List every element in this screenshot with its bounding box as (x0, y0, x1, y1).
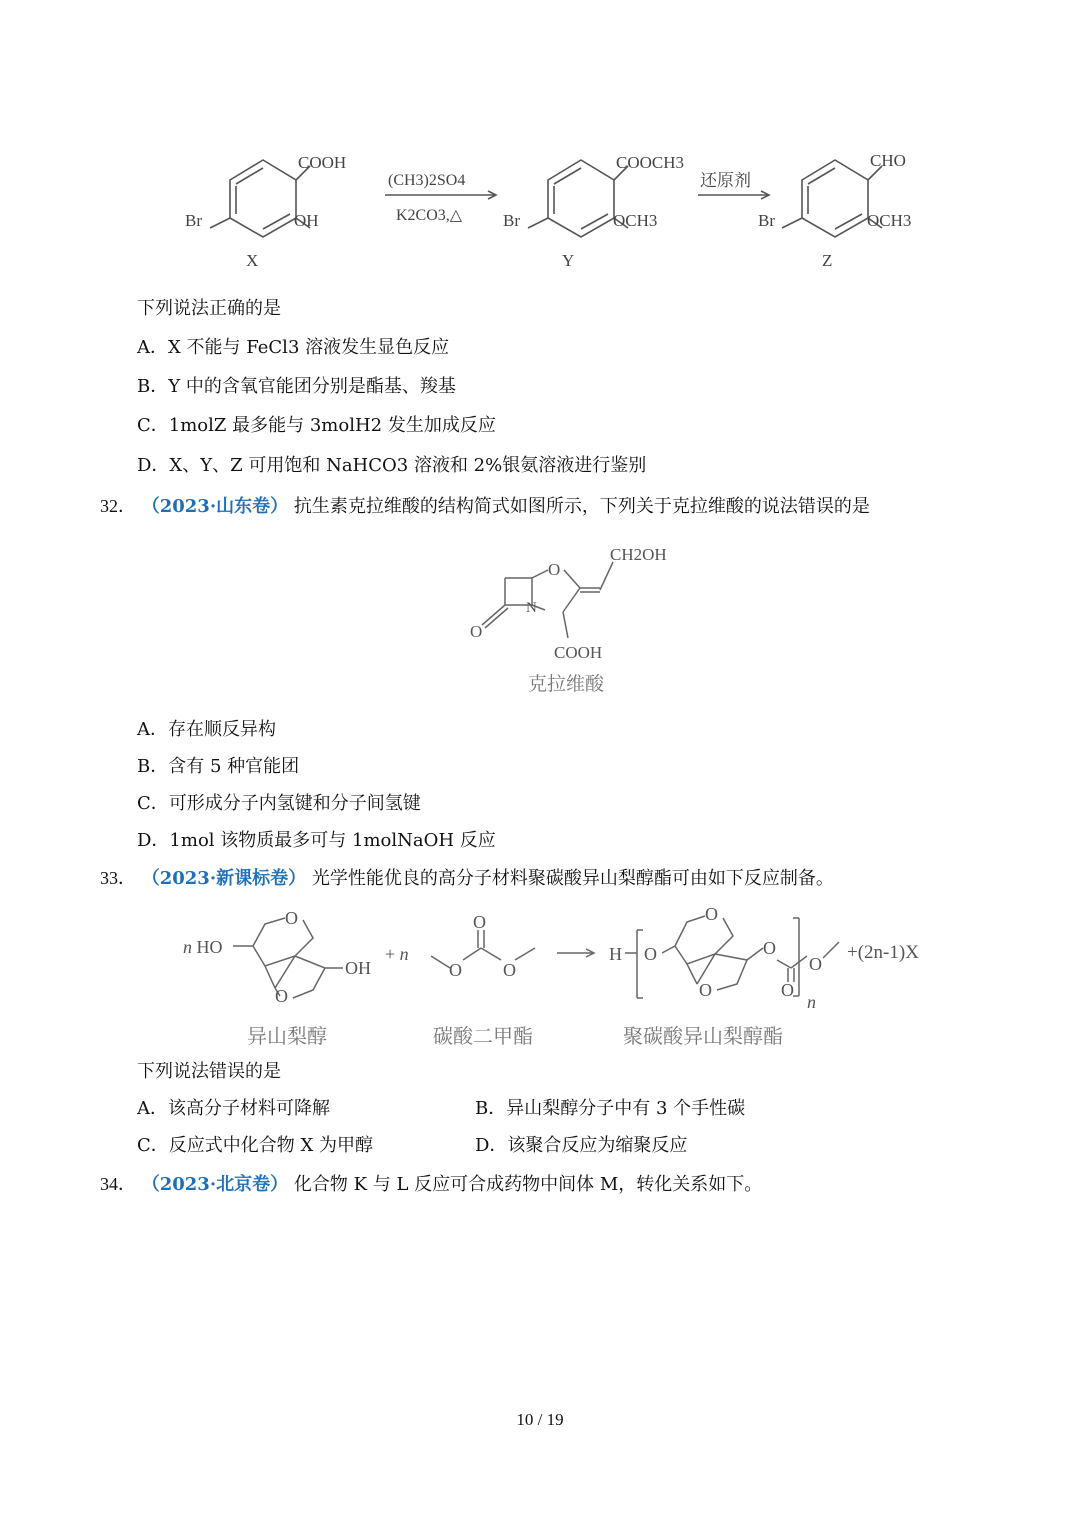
q31-option-d: D．X、Y、Z 可用饱和 NaHCO3 溶液和 2%银氨溶液进行鉴别 (137, 455, 647, 476)
y-group-br: Br (503, 211, 520, 230)
clav-carbonyl-o: O (470, 622, 483, 641)
page-number: 10 / 19 (516, 1410, 564, 1429)
x-group-oh: OH (294, 211, 319, 230)
q34-stem: 化合物 K 与 L 反应可合成药物中间体 M，转化关系如下。 (293, 1174, 763, 1195)
q32-header (100, 494, 870, 519)
svg-text:O: O (473, 912, 486, 932)
q33-header (100, 866, 834, 891)
q32-source-tag: （2023·山东卷） (141, 496, 289, 517)
q31-option-a: A．X 不能与 FeCl3 溶液发生显色反应 (137, 337, 450, 358)
svg-text:O: O (275, 986, 288, 1006)
svg-text:O: O (503, 960, 516, 980)
q31-option-b: B．Y 中的含氧官能团分别是酯基、羧基 (137, 376, 456, 397)
q33-number: 33． (100, 868, 136, 888)
isosorbide-label: 异山梨醇 (247, 1024, 327, 1048)
clav-group-cooh: COOH (554, 643, 603, 662)
dimethyl-carbonate-label: 碳酸二甲酯 (433, 1024, 533, 1048)
q31-option-c: C．1molZ 最多能与 3molH2 发生加成反应 (137, 415, 496, 436)
byproduct-label: +(2n-1)X (847, 942, 919, 963)
q33-option-d: D．该聚合反应为缩聚反应 (475, 1135, 688, 1156)
polymerization-scheme (175, 898, 945, 1058)
q34-number: 34． (100, 1174, 136, 1194)
clav-group-ch2oh: CH2OH (610, 545, 667, 564)
q32-option-b: B．含有 5 种官能团 (137, 756, 300, 777)
clav-ring-n: N (526, 600, 537, 616)
x-group-cooh: COOH (298, 153, 347, 172)
q33-stem: 光学性能优良的高分子材料聚碳酸异山梨醇酯可由如下反应制备。 (311, 868, 834, 889)
q33-option-c: C．反应式中化合物 X 为甲醇 (137, 1135, 374, 1156)
clavulanic-acid-structure (460, 540, 700, 705)
q32-option-a: A．存在顺反异构 (137, 719, 276, 740)
q32-option-c: C．可形成分子内氢键和分子间氢键 (137, 793, 421, 814)
svg-text:OH: OH (345, 958, 371, 978)
q33-question: 下列说法错误的是 (137, 1061, 281, 1082)
svg-text:O: O (763, 938, 776, 958)
svg-text:n: n (807, 992, 816, 1012)
q32-number: 32． (100, 496, 136, 516)
z-group-br: Br (758, 211, 775, 230)
svg-text:O: O (285, 908, 298, 928)
svg-text:O: O (644, 944, 657, 964)
arrow2-reagent: 还原剂 (700, 171, 751, 190)
clav-ring-o: O (548, 560, 561, 579)
svg-text:O: O (699, 980, 712, 1000)
arrow1-reagent-top: (CH3)2SO4 (388, 172, 466, 189)
q34-source-tag: （2023·北京卷） (141, 1174, 289, 1195)
x-group-br: Br (185, 211, 202, 230)
polymer-label: 聚碳酸异山梨醇酯 (623, 1024, 783, 1048)
svg-text:n HO: n HO (183, 937, 223, 957)
compound-x-label: X (246, 251, 259, 270)
q33-option-b: B．异山梨醇分子中有 3 个手性碳 (475, 1098, 746, 1119)
y-group-cooch3: COOCH3 (616, 153, 685, 172)
q34-header (100, 1172, 762, 1197)
svg-text:+ n: + n (385, 944, 409, 964)
q33-option-a: A．该高分子材料可降解 (137, 1098, 330, 1119)
reaction-scheme-xyz (170, 140, 930, 280)
q32-stem: 抗生素克拉维酸的结构简式如图所示，下列关于克拉维酸的说法错误的是 (293, 496, 870, 517)
q33-source-tag: （2023·新课标卷） (141, 868, 307, 889)
compound-y-label: Y (562, 251, 575, 270)
clavulanic-acid-caption: 克拉维酸 (528, 673, 605, 695)
svg-text:H: H (609, 944, 622, 964)
z-group-cho: CHO (870, 151, 906, 170)
svg-text:O: O (809, 954, 822, 974)
svg-text:O: O (705, 904, 718, 924)
arrow1-reagent-bottom: K2CO3,△ (396, 207, 463, 224)
y-group-och3: OCH3 (613, 211, 658, 230)
q31-stem: 下列说法正确的是 (137, 298, 281, 319)
svg-text:O: O (781, 980, 794, 1000)
z-group-och3: OCH3 (867, 211, 912, 230)
q32-option-d: D．1mol 该物质最多可与 1molNaOH 反应 (137, 830, 496, 851)
compound-z-label: Z (822, 251, 833, 270)
svg-text:O: O (449, 960, 462, 980)
